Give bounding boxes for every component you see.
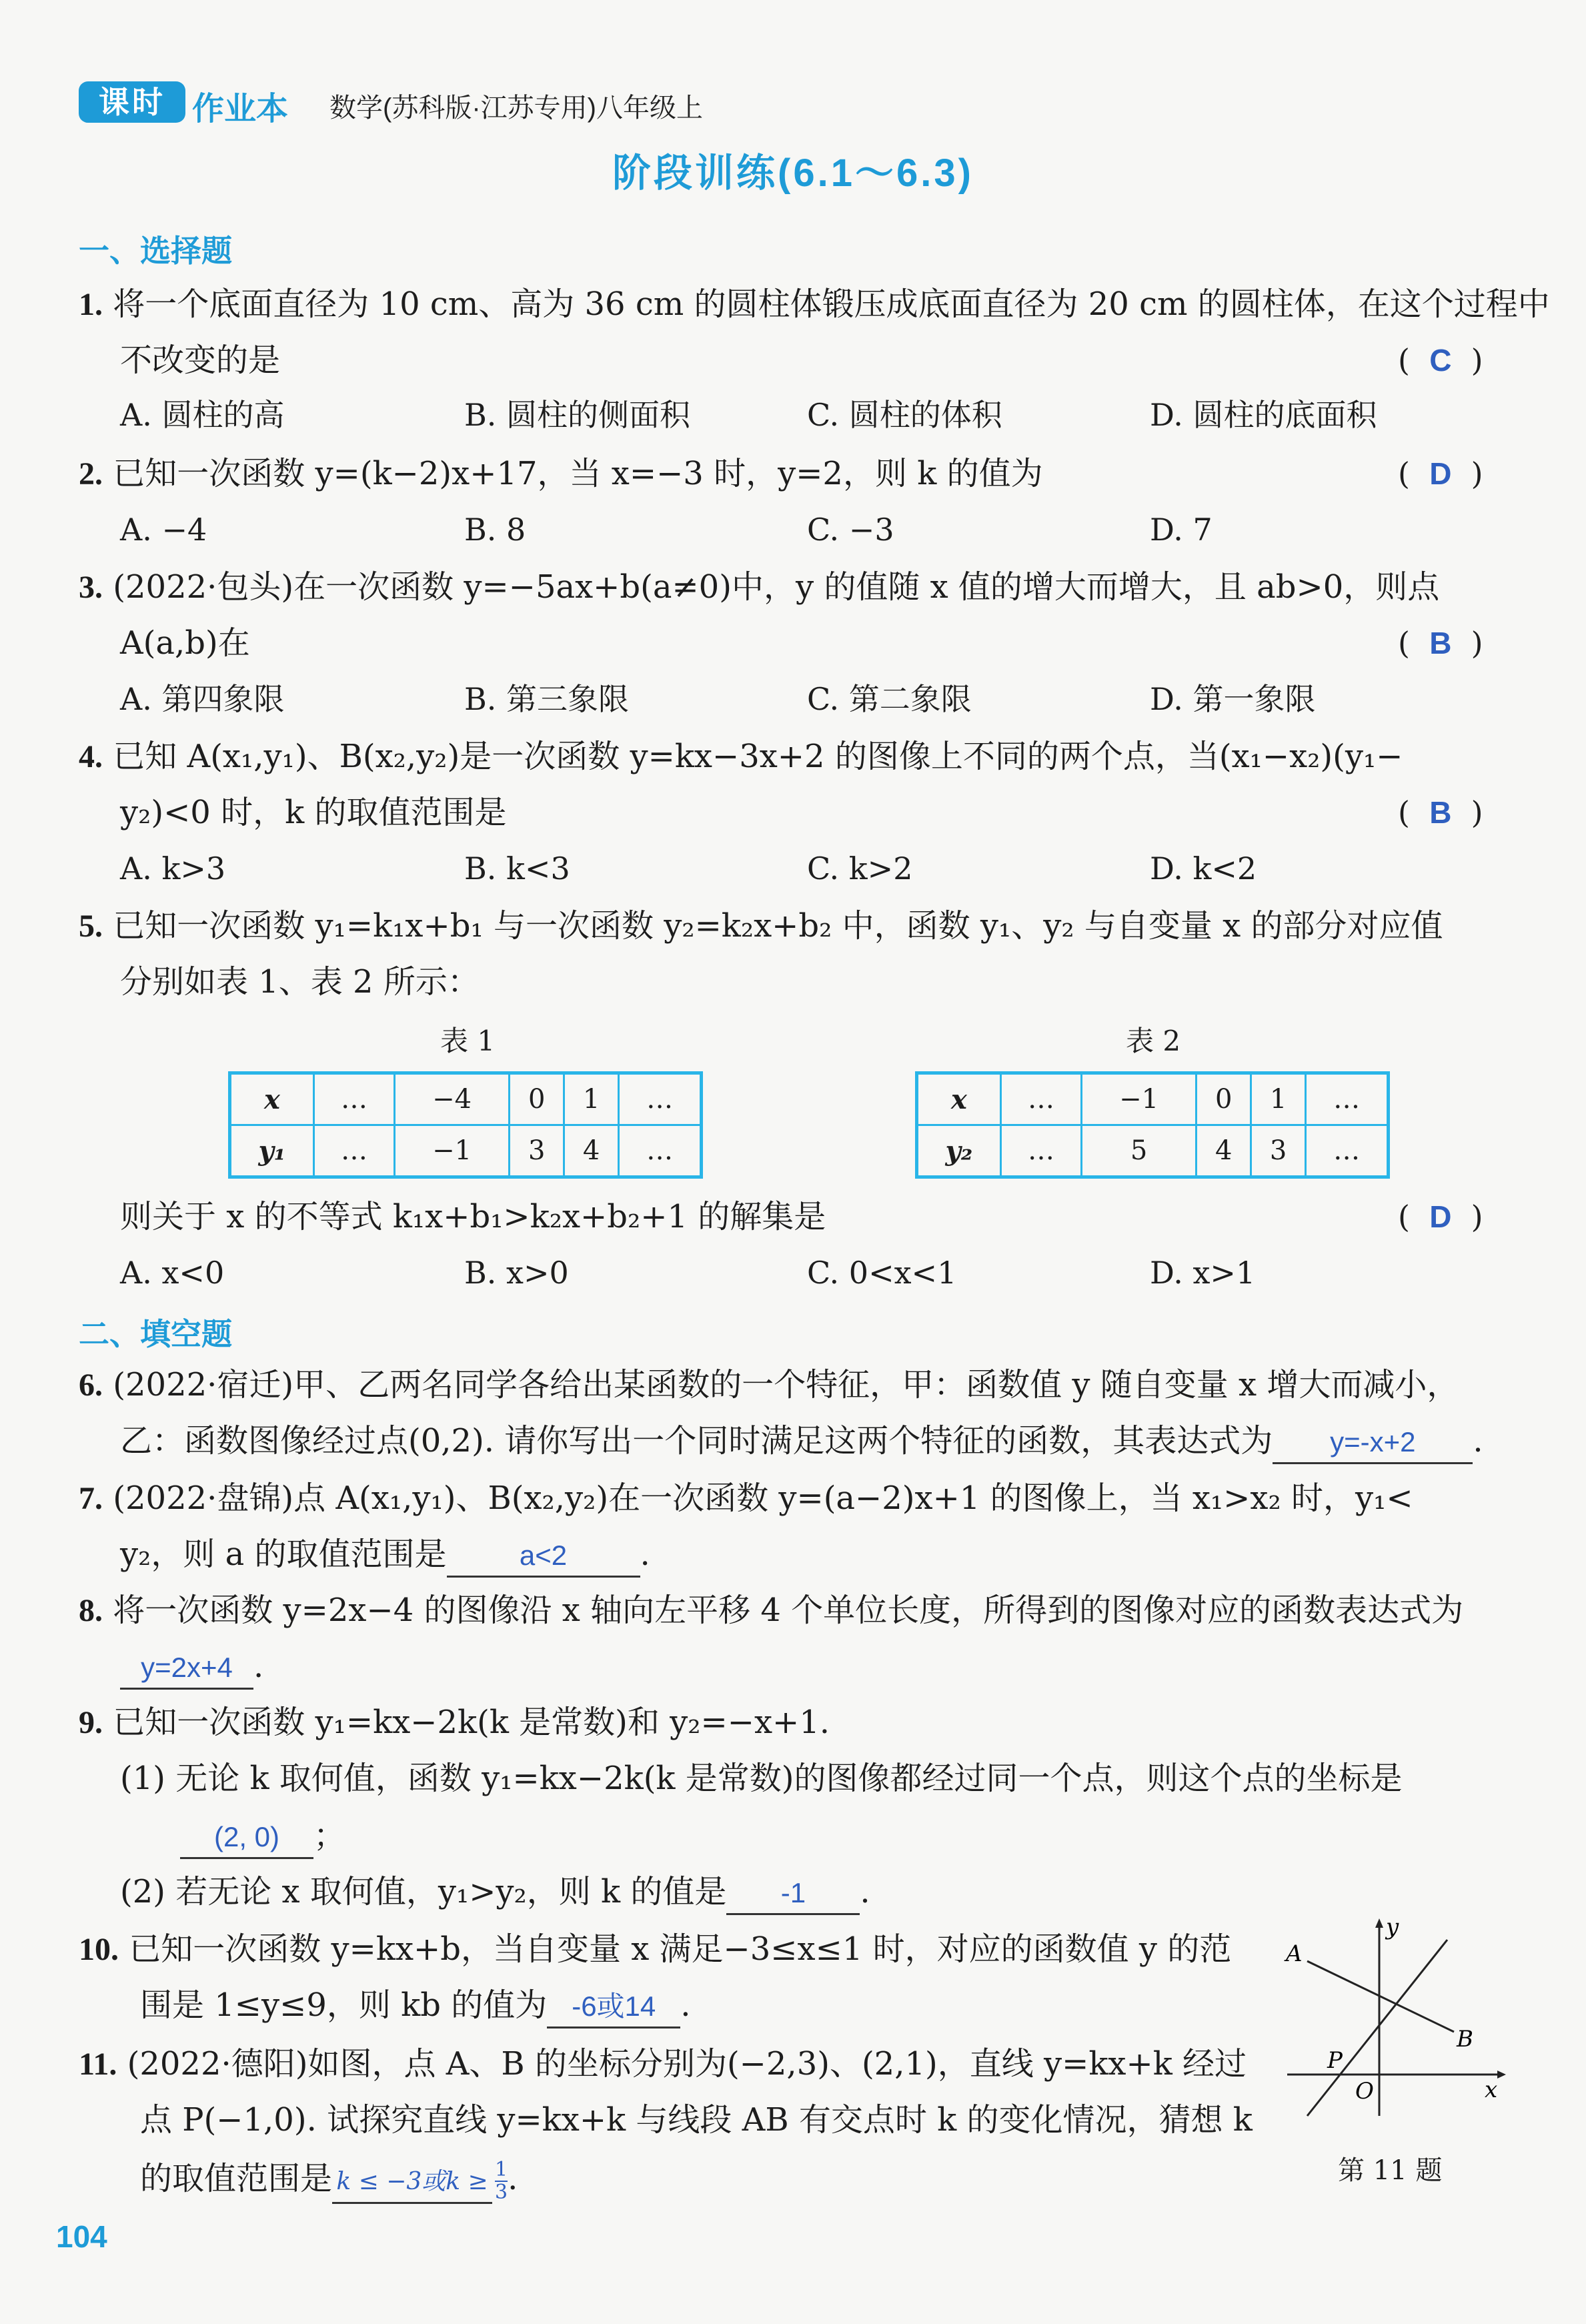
option-b: B. x>0: [464, 1255, 569, 1291]
question-number: 1.: [79, 287, 103, 322]
question-text: (2022·宿迁)甲、乙两名同学各给出某函数的一个特征，甲：函数值 y 随自变量 x 增大而减小，: [113, 1366, 1459, 1403]
table-1-caption: 表 1: [440, 1025, 496, 1057]
semicolon: ；: [313, 1817, 346, 1854]
answer-blank: (2, 0): [180, 1817, 313, 1859]
figure-caption: 第 11 题: [1338, 2155, 1443, 2186]
section-fill: 二、填空题: [79, 1317, 232, 1351]
question-text: 已知一次函数 y₁=k₁x+b₁ 与一次函数 y₂=k₂x+b₂ 中，函数 y₁、y₂ 与自变量 x 的部分对应值: [113, 907, 1443, 945]
table-cell: y₂: [917, 1125, 1001, 1177]
question-text: (2022·包头)在一次函数 y=−5ax+b(a≠0)中，y 的值随 x 值的增大而增大，且 ab>0，则点: [113, 568, 1440, 606]
option-a: A. 第四象限: [120, 681, 285, 717]
question-number: 11.: [79, 2047, 117, 2082]
table-cell: …: [1000, 1073, 1081, 1125]
book-title: 作业本: [192, 91, 289, 127]
question-text: 将一次函数 y=2x−4 的图像沿 x 轴向左平移 4 个单位长度，所得到的图像对应的函数表达式为: [113, 1592, 1464, 1629]
answer-blank: y=-x+2: [1273, 1422, 1473, 1464]
question-number: 5.: [79, 909, 103, 944]
question-9-sub2: [120, 1872, 870, 1915]
question-4: [79, 736, 1403, 777]
table-cell: y₁: [230, 1125, 314, 1177]
answer-main: k ≤ −3或k ≥: [336, 2168, 488, 2195]
question-9-sub1: (1) 无论 k 取何值，函数 y₁=kx−2k(k 是常数)的图像都经过同一个点，则这个点的坐标是: [120, 1760, 1403, 1797]
question-number: 10.: [79, 1932, 119, 1967]
option-a: A. x<0: [120, 1255, 225, 1291]
answer: B: [1429, 626, 1452, 660]
table-cell: 3: [510, 1125, 564, 1177]
answer-blank: [332, 2162, 492, 2204]
question-number: 9.: [79, 1705, 103, 1740]
question-5-line2: 分别如表 1、表 2 所示：: [120, 963, 480, 1001]
answer-blank: a<2: [447, 1536, 640, 1578]
option-a: A. −4: [120, 512, 207, 548]
table-cell: 0: [510, 1073, 564, 1125]
fraction-denominator: 3: [495, 2180, 508, 2204]
question-3-line2: A(a,b)在: [120, 624, 250, 662]
question-number: 6.: [79, 1367, 103, 1403]
logo: 课时: [79, 81, 185, 123]
question-3: [79, 567, 1439, 608]
table-cell: …: [313, 1125, 394, 1177]
table-cell: …: [1000, 1125, 1081, 1177]
question-text: 的取值范围是: [140, 2160, 333, 2197]
option-c: C. 0<x<1: [807, 1255, 957, 1291]
table-cell: 5: [1082, 1125, 1197, 1177]
answer-fraction: [495, 2159, 508, 2203]
answer-bracket-3: ( B ): [1398, 625, 1483, 661]
table-row: [917, 1125, 1389, 1177]
period: .: [860, 1873, 870, 1910]
question-7-line2: [120, 1534, 650, 1578]
table-2: [915, 1071, 1390, 1179]
table-row: [917, 1073, 1389, 1125]
table-cell: 1: [564, 1073, 619, 1125]
subject-label: 数学(苏科版·江苏专用)八年级上: [329, 93, 703, 123]
question-text: 已知一次函数 y=kx+b，当自变量 x 满足−3≤x≤1 时，对应的函数值 y 的范: [129, 1930, 1232, 1968]
option-b: B. 圆柱的侧面积: [464, 397, 691, 433]
question-8: [79, 1590, 1463, 1631]
question-9: [79, 1702, 830, 1743]
table-cell: …: [619, 1073, 702, 1125]
answer-bracket-1: ( C ): [1398, 342, 1483, 378]
question-1-line2: 不改变的是: [120, 342, 281, 379]
answer-blank: y=2x+4: [120, 1648, 253, 1690]
question-11-line2: 点 P(−1,0). 试探究直线 y=kx+k 与线段 AB 有交点时 k 的变化情况，猜想 k: [140, 2101, 1253, 2139]
answer: C: [1429, 343, 1452, 378]
option-c: C. 圆柱的体积: [807, 397, 1002, 433]
answer: D: [1429, 456, 1452, 491]
header: [79, 79, 812, 125]
question-text: 已知一次函数 y₁=kx−2k(k 是常数)和 y₂=−x+1.: [113, 1704, 830, 1741]
table-cell: 4: [564, 1125, 619, 1177]
question-number: 2.: [79, 456, 103, 492]
point-a-label: A: [1286, 1940, 1303, 1967]
option-d: D. 圆柱的底面积: [1150, 397, 1377, 433]
line-kx-plus-k: [1307, 1940, 1447, 2116]
segment-ab: [1307, 1961, 1454, 2032]
figure-11: [1281, 1908, 1507, 2121]
table-cell: …: [1306, 1125, 1389, 1177]
question-8-line2: [120, 1646, 263, 1690]
y-axis-arrow: [1375, 1918, 1383, 1928]
table-cell: 3: [1251, 1125, 1306, 1177]
question-6: [79, 1365, 1459, 1405]
question-1: [79, 284, 1550, 325]
fraction-numerator: 1: [495, 2157, 508, 2181]
question-text: (2022·盘锦)点 A(x₁,y₁)、B(x₂,y₂)在一次函数 y=(a−2)x+1 的图像上，当 x₁>x₂ 时，y₁<: [113, 1480, 1413, 1517]
option-b: B. 第三象限: [464, 681, 630, 717]
table-row: [230, 1073, 702, 1125]
table-cell: 1: [1251, 1073, 1306, 1125]
question-number: 7.: [79, 1481, 103, 1516]
question-number: 3.: [79, 570, 103, 605]
question-9-sub1-answer: [180, 1816, 345, 1859]
question-number: 4.: [79, 739, 103, 774]
option-b: B. k<3: [464, 850, 570, 887]
option-d: D. k<2: [1150, 850, 1257, 887]
answer-bracket-2: ( D ): [1398, 456, 1483, 492]
origin-label: O: [1355, 2078, 1374, 2105]
option-b: B. 8: [464, 512, 526, 548]
question-11-line3: [140, 2159, 518, 2204]
question-text: 乙：函数图像经过点(0,2). 请你写出一个同时满足这两个特征的函数，其表达式为: [120, 1422, 1273, 1460]
period: .: [253, 1648, 264, 1685]
table-2-caption: 表 2: [1126, 1025, 1181, 1057]
question-text: (2022·德阳)如图，点 A、B 的坐标分别为(−2,3)、(2,1)，直线 y=kx+k 经过: [127, 2045, 1247, 2083]
question-4-line2: y₂)<0 时，k 的取值范围是: [120, 794, 507, 831]
question-text: 已知 A(x₁,y₁)、B(x₂,y₂)是一次函数 y=kx−3x+2 的图像上不同的两个点，当(x₁−x₂)(y₁−: [113, 738, 1403, 775]
answer: B: [1429, 795, 1452, 830]
point-p-label: P: [1327, 2047, 1343, 2074]
question-text: (2) 若无论 x 取何值，y₁>y₂，则 k 的值是: [120, 1873, 727, 1910]
x-label: x: [1485, 2077, 1498, 2103]
option-a: A. k>3: [120, 850, 226, 887]
question-11: [79, 2044, 1247, 2085]
question-5-line3: 则关于 x 的不等式 k₁x+b₁>k₂x+b₂+1 的解集是: [120, 1198, 826, 1235]
page-title: 阶段训练(6.1～6.3): [612, 151, 974, 195]
period: .: [640, 1536, 650, 1573]
table-cell: −1: [1082, 1073, 1197, 1125]
y-label: y: [1386, 1914, 1399, 1940]
question-2: [79, 454, 1043, 494]
table-row: [230, 1125, 702, 1177]
table-cell: …: [313, 1073, 394, 1125]
question-10-line2: [140, 1985, 691, 2028]
question-text: 围是 1≤y≤9，则 kb 的值为: [140, 1986, 548, 2024]
option-d: D. x>1: [1150, 1255, 1256, 1291]
answer-blank: -6或14: [547, 1986, 680, 2028]
question-7: [79, 1478, 1413, 1519]
table-cell: x: [917, 1073, 1001, 1125]
table-1: [228, 1071, 703, 1179]
question-text: 已知一次函数 y=(k−2)x+17，当 x=−3 时，y=2，则 k 的值为: [113, 455, 1043, 492]
page-number: 104: [56, 2219, 107, 2254]
table-cell: −4: [395, 1073, 510, 1125]
table-cell: …: [619, 1125, 702, 1177]
x-axis-arrow: [1497, 2071, 1506, 2079]
question-10: [79, 1929, 1231, 1970]
question-5: [79, 906, 1443, 947]
answer: D: [1429, 1199, 1452, 1234]
table-cell: −1: [395, 1125, 510, 1177]
answer-bracket-5: ( D ): [1398, 1199, 1483, 1235]
table-cell: x: [230, 1073, 314, 1125]
period: .: [508, 2160, 518, 2197]
option-d: D. 第一象限: [1150, 681, 1316, 717]
period: .: [1473, 1422, 1483, 1460]
option-d: D. 7: [1150, 512, 1213, 548]
answer-blank: -1: [726, 1873, 860, 1915]
question-text: y₂，则 a 的取值范围是: [120, 1536, 447, 1573]
table-cell: …: [1306, 1073, 1389, 1125]
table-cell: 0: [1197, 1073, 1251, 1125]
option-c: C. k>2: [807, 850, 913, 887]
option-c: C. 第二象限: [807, 681, 972, 717]
question-6-line2: [120, 1421, 1483, 1464]
point-b-label: B: [1457, 2026, 1473, 2053]
option-c: C. −3: [807, 512, 894, 548]
question-text: 将一个底面直径为 10 cm、高为 36 cm 的圆柱体锻压成底面直径为 20 cm 的圆柱体，在这个过程中: [113, 285, 1550, 323]
section-choice: 一、选择题: [79, 233, 232, 268]
question-number: 8.: [79, 1593, 103, 1628]
option-a: A. 圆柱的高: [120, 397, 285, 433]
answer-bracket-4: ( B ): [1398, 794, 1483, 830]
table-cell: 4: [1197, 1125, 1251, 1177]
period: .: [680, 1986, 691, 2024]
